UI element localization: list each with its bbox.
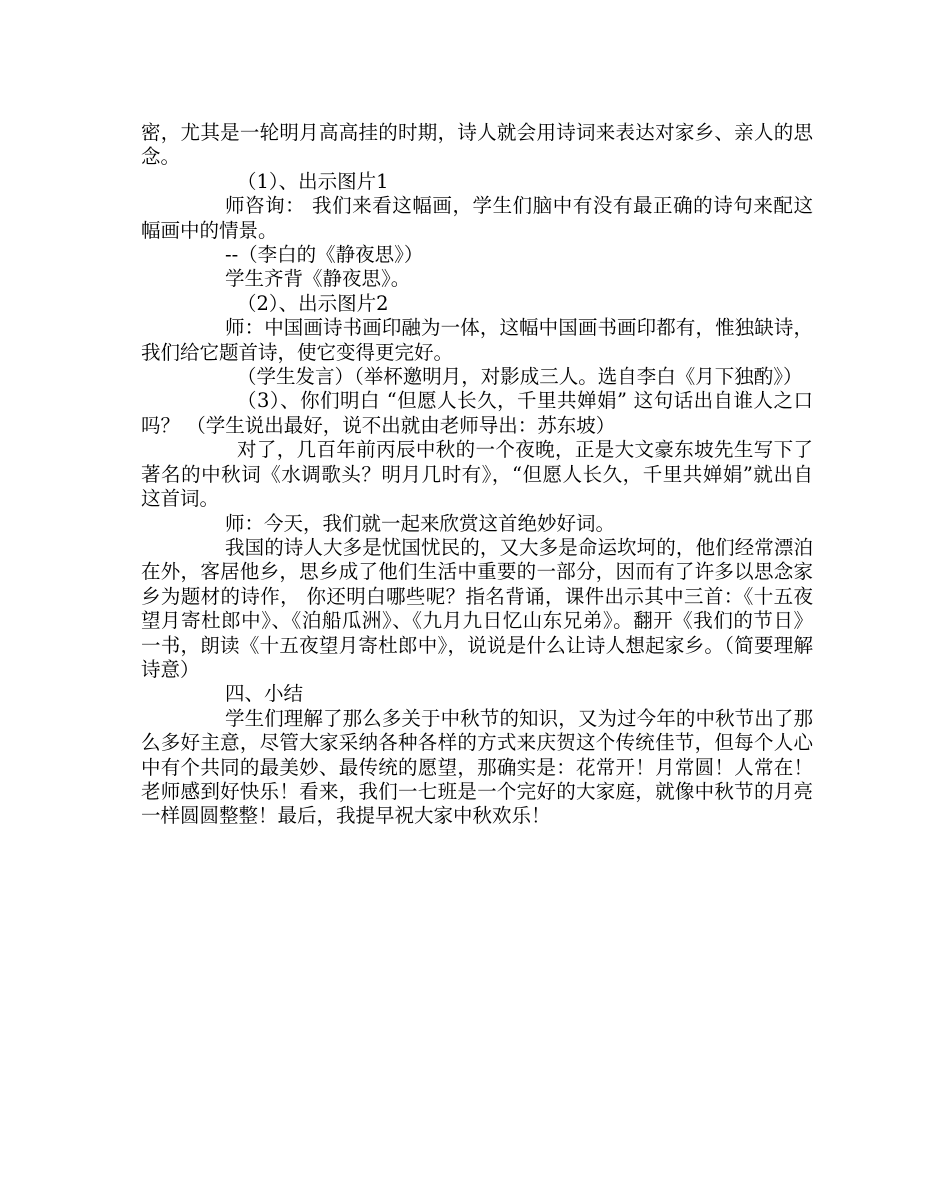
paragraph-jingyesi-answer: --（李白的《静夜思》） bbox=[225, 243, 424, 267]
paragraph-dongpo: 对了，几百年前丙辰中秋的一个夜晚，正是大文豪东坡先生写下了著名的中秋词《水调歌头？明月几时有》，“但愿人长久，千里共婵娟”就出自这首词。 bbox=[141, 438, 813, 511]
paragraph-poets: 我国的诗人大多是忧国忧民的，又大多是命运坎坷的，他们经常漂泊在外，客居他乡，思乡成了他们生活中重要的一部分，因而有了许多以思念家乡为题材的诗作， 你还明白哪些呢？指名背诵，课件出示其中三首：《十五夜望月寄杜郎中》、《泊船瓜洲》、《九月九日忆山东兄弟》。翻开《我们的节日》一书，朗读《十五夜望月寄杜郎中》，说说是什么让诗人想起家乡。（简要理解诗意） bbox=[141, 535, 813, 681]
paragraph-continuation: 密，尤其是一轮明月高高挂的时期，诗人就会用诗词来表达对家乡、亲人的思念。 bbox=[141, 121, 813, 169]
paragraph-teacher-painting: 师：中国画诗书画印融为一体，这幅中国画书画印都有，惟独缺诗，我们给它题首诗，使它变得更完好。 bbox=[141, 316, 813, 364]
paragraph-student-speech: （学生发言）（举杯邀明月，对影成三人。选自李白《月下独酌》） bbox=[237, 365, 803, 389]
paragraph-recite-jingyesi: 学生齐背《静夜思》。 bbox=[225, 267, 411, 291]
section-heading-summary: 四、小结 bbox=[225, 682, 304, 706]
paragraph-teacher-today: 师：今天，我们就一起来欣赏这首绝妙好词。 bbox=[225, 511, 616, 535]
paragraph-show-picture-2: （2）、出示图片2 bbox=[237, 291, 389, 315]
document-page bbox=[141, 121, 813, 829]
paragraph-question-3: （3）、你们明白 “但愿人长久，千里共婵娟” 这句话出自谁人之口吗？ （学生说出最好，说不出就由老师导出：苏东坡） bbox=[141, 389, 813, 437]
paragraph-summary: 学生们理解了那么多关于中秋节的知识，又为过今年的中秋节出了那么多好主意，尽管大家采纳各种各样的方式来庆贺这个传统佳节，但每个人心中有个共同的最美妙、最传统的愿望，那确实是：花常开！月常圆！人常在！老师感到好快乐！看来，我们一七班是一个完好的大家庭，就像中秋节的月亮一样圆圆整整！最后，我提早祝大家中秋欢乐！ bbox=[141, 706, 813, 828]
paragraph-show-picture-1: （1）、出示图片1 bbox=[237, 169, 389, 193]
paragraph-teacher-question: 师咨询： 我们来看这幅画，学生们脑中有没有最正确的诗句来配这幅画中的情景。 bbox=[141, 194, 813, 242]
